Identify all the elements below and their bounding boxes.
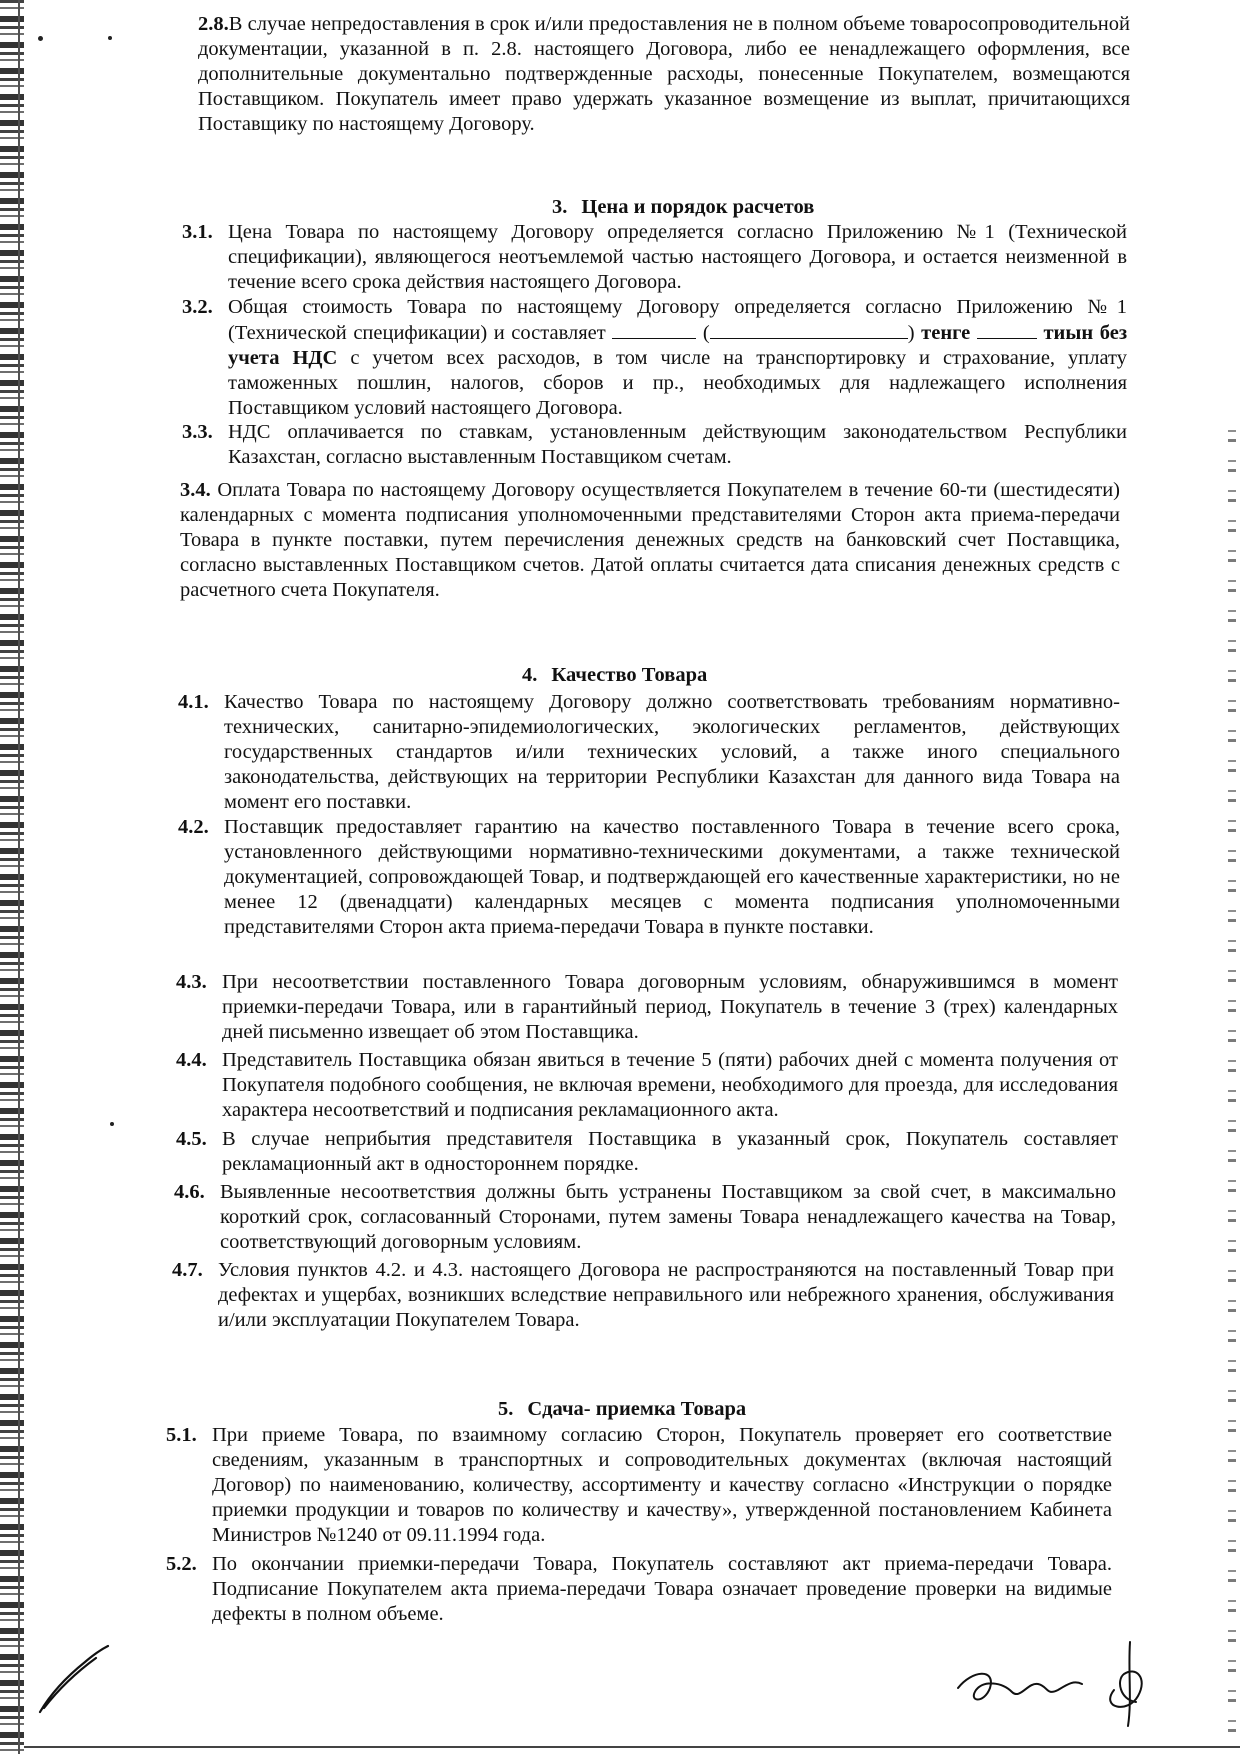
clause-3-4: [180, 478, 1120, 603]
clause-text: По окончании приемки-передачи Товара, Покупатель составляют акт приема-передачи Товара. Подписание Покупателем акта приема-передачи Товара означает проведение проверки на видимые дефекты в полном объеме.: [212, 1553, 1112, 1625]
section-number: 5.: [498, 1398, 514, 1420]
amount-in-words-blank-field: [710, 320, 908, 339]
clause-number: 3.4.: [180, 479, 211, 501]
clause-text: НДС оплачивается по ставкам, установленным действующим законодательством Республики Казахстан, согласно выставленным Поставщиком счетам.: [228, 421, 1127, 468]
clause-number: 4.7.: [172, 1259, 203, 1281]
clause-number: 2.8.: [198, 13, 229, 35]
clause-number: 4.1.: [178, 691, 209, 713]
currency-label: тенге: [921, 322, 971, 344]
section-heading-3: [552, 195, 814, 220]
clause-number: 4.4.: [176, 1049, 207, 1071]
clause-number: 4.3.: [176, 971, 207, 993]
clause-number: 5.1.: [166, 1424, 197, 1446]
clause-text: Выявленные несоответствия должны быть устранены Поставщиком за свой счет, в максимально короткий срок, согласованный Сторонами, путем замены Товара ненадлежащего качества на Товар, соответствующий договорным условиям.: [220, 1181, 1116, 1253]
close-paren: ): [907, 322, 915, 344]
signature-right: [950, 1630, 1180, 1730]
clause-4-6: [174, 1180, 1116, 1255]
section-number: 4.: [522, 664, 538, 686]
clause-number: 4.5.: [176, 1128, 207, 1150]
clause-text: Представитель Поставщика обязан явиться в течение 5 (пяти) рабочих дней с момента получения от Покупателя подобного сообщения, не включая времени, необходимого для проезда, для исследования характера несоответствий и подписания рекламационного акта.: [222, 1049, 1118, 1121]
section-heading-4: [522, 663, 707, 688]
initials-signature-left: [30, 1640, 120, 1720]
tiyn-blank-field: [977, 320, 1037, 339]
clause-text: В случае неприбытия представителя Поставщика в указанный срок, Покупатель составляет рекламационный акт в одностороннем порядке.: [222, 1128, 1118, 1175]
clause-4-2: [178, 815, 1120, 940]
amount-blank-field: [612, 320, 696, 339]
clause-text: При несоответствии поставленного Товара договорным условиям, обнаружившимся в момент приемки-передачи Товара, или в гарантийный период, Покупатель в течение 3 (трех) календарных дней письменно извещает об этом Поставщика.: [222, 971, 1118, 1043]
clause-5-1: [166, 1423, 1112, 1548]
scan-speck: [108, 36, 112, 40]
open-paren: (: [702, 322, 710, 344]
scan-edge-right: [1228, 430, 1236, 1750]
section-title: Качество Товара: [551, 664, 708, 686]
clause-text: При приеме Товара, по взаимному согласию Сторон, Покупатель проверяет его соответствие сведениям, указанным в транспортных и сопроводительных документах (включая настоящий Договор) по наименованию, количеству, ассортименту и качеству согласно «Инструкции о порядке приемки продукции и товаров по количеству и качеству», утвержденной постановлением Кабинета Министров №1240 от 09.11.1994 года.: [212, 1424, 1112, 1546]
section-heading-5: [498, 1397, 746, 1422]
vat-note: тиын без учета НДС: [228, 322, 1128, 369]
clause-number: 3.3.: [182, 421, 213, 443]
clause-4-3: [176, 970, 1118, 1045]
clause-3-3: [182, 420, 1127, 470]
section-title: Сдача- приемка Товара: [527, 1398, 747, 1420]
scan-speck: [110, 1122, 114, 1126]
clause-number: 3.2.: [182, 296, 213, 318]
clause-3-2: [182, 295, 1127, 421]
clause-3-1: [182, 220, 1127, 295]
scan-speck: [38, 36, 43, 41]
clause-4-5: [176, 1127, 1118, 1177]
clause-text: Качество Товара по настоящему Договору должно соответствовать требованиям нормативно-технических, санитарно-эпидемиологических, экологических регламентов, действующих государственных стандартов и/или технических условий, а также иного специального законодательства, действующих на территории Республики Казахстан для данного вида Товара на момент его поставки.: [224, 691, 1120, 813]
clause-number: 3.1.: [182, 221, 213, 243]
scan-edge-bottom: [24, 1746, 1240, 1748]
clause-text: [228, 295, 1127, 421]
clause-text: Оплата Товара по настоящему Договору осуществляется Покупателем в течение 60-ти (шестидесяти) календарных с момента подписания уполномоченными представителями Сторон акта приема-передачи Товара в пункте поставки, путем перечисления денежных средств на банковский счет Поставщика, согласно выставленных Поставщиком счетов. Датой оплаты считается дата списания денежных средств с расчетного счета Покупателя.: [180, 479, 1120, 601]
clause-text-part: Общая стоимость Товара по настоящему Договору определяется согласно Приложению №1 (Технической спецификации) и составляет: [228, 296, 1127, 344]
clause-number: 4.2.: [178, 816, 209, 838]
clause-text-part: с учетом всех расходов, в том числе на транспортировку и страхование, уплату таможенных пошлин, налогов, сборов и пр., необходимых для надлежащего исполнения Поставщиком условий настоящего Договора.: [228, 347, 1127, 419]
clause-5-2: [166, 1552, 1112, 1627]
clause-text: Цена Товара по настоящему Договору определяется согласно Приложению №1 (Технической спецификации), являющегося неотъемлемой частью настоящего Договора, и остается неизменной в течение всего срока действия настоящего Договора.: [228, 221, 1127, 293]
clause-4-4: [176, 1048, 1118, 1123]
clause-4-7: [172, 1258, 1114, 1333]
scan-edge-left: [0, 0, 24, 1754]
section-number: 3.: [552, 196, 568, 218]
clause-text: Условия пунктов 4.2. и 4.3. настоящего Договора не распространяются на поставленный Товар при дефектах и ущербах, возникших вследствие неправильного или небрежного хранения, обслуживания и/или эксплуатации Покупателем Товара.: [218, 1259, 1114, 1331]
clause-4-1: [178, 690, 1120, 815]
clause-2-8: [198, 12, 1130, 137]
section-title: Цена и порядок расчетов: [581, 196, 815, 218]
clause-number: 4.6.: [174, 1181, 205, 1203]
clause-text: Поставщик предоставляет гарантию на качество поставленного Товара в течение всего срока, установленного действующими нормативно-техническими документами, а также технической документацией, сопровождающей Товар, и подтверждающей его качественные характеристики, но не менее 12 (двенадцати) календарных месяцев с момента подписания уполномоченными представителями Сторон акта приема-передачи Товара в пункте поставки.: [224, 816, 1120, 938]
clause-text: В случае непредоставления в срок и/или предоставления не в полном объеме товаросопроводительной документации, указанной в п. 2.8. настоящего Договора, либо ее ненадлежащего оформления, все дополнительные документально подтвержденные расходы, понесенные Покупателем, возмещаются Поставщиком. Покупатель имеет право удержать указанное возмещение из выплат, причитающихся Поставщику по настоящему Договору.: [198, 13, 1130, 135]
clause-number: 5.2.: [166, 1553, 197, 1575]
